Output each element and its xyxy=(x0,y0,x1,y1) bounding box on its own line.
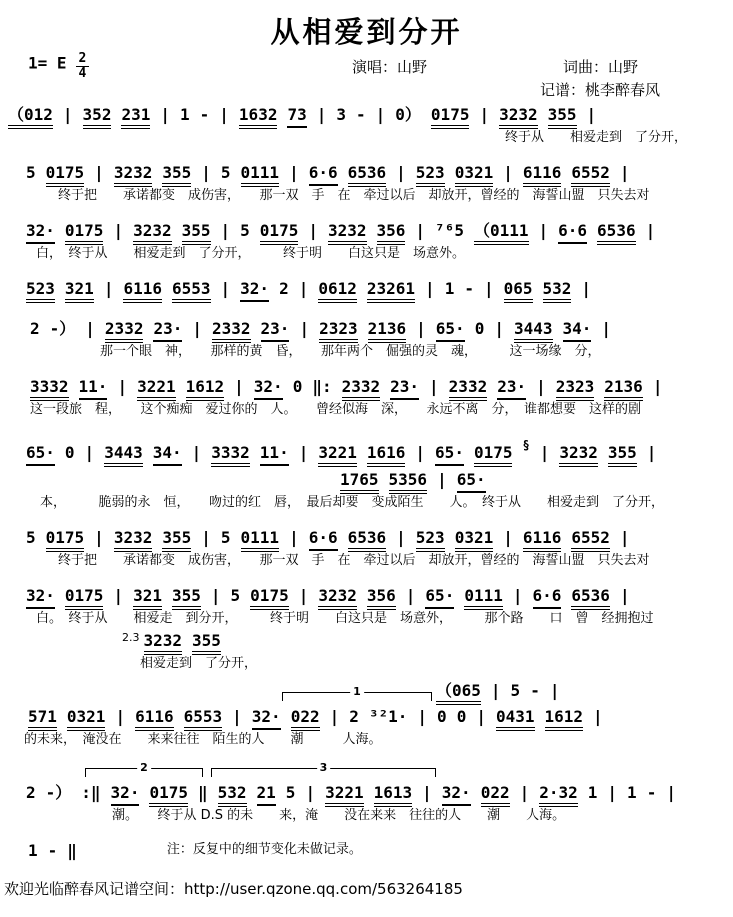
notation-line-7: 65· 0 | 3443 34· | 3332 11· | 3221 1616 | 65· 0175 § | 3232 355 | xyxy=(0,432,733,467)
sheet-music-page xyxy=(0,14,733,917)
music-line-6 xyxy=(0,374,733,419)
repeat-note: 注：反复中的细节变化未做记录。 xyxy=(166,842,362,857)
music-line-4 xyxy=(0,276,733,303)
music-line-10 xyxy=(0,681,733,749)
song-meta xyxy=(0,50,733,102)
music-line-3 xyxy=(0,218,733,263)
lyrics-line-8: 终于把 承诺都变 成伤害， 那一双 手 在 牵过以后 却放开，曾经的 海誓山盟 只失去对 xyxy=(58,553,650,568)
notation-line-1: （012 | 352 231 | 1 - | 1632 73 | 3 - | 0） 0175 | 3232 355 | xyxy=(0,102,733,129)
page-title: 从相爱到分开 xyxy=(270,15,463,49)
lyrics-line-5: 那一个眼 神， 那样的黄 昏， 那年两个 倔强的灵 魂， 这一场缘 分， xyxy=(100,344,601,359)
key-text: 1= E xyxy=(28,53,67,73)
music-line-1 xyxy=(0,102,733,147)
volta-bracket-2 xyxy=(85,761,203,777)
singer-credit: 演唱：山野 xyxy=(352,58,428,76)
music-line-12 xyxy=(0,838,733,864)
lyrics-line-10: 的未来， 淹没在 来来往往 陌生的人 潮 人海。 xyxy=(24,732,382,747)
notation-line-6: 3332 11· | 3221 1612 | 32· 0 ‖: 2332 23· | 2332 23· | 2323 2136 | xyxy=(0,374,733,401)
composer-credit: 词曲：山野 xyxy=(563,58,639,76)
volta-2-label: 2 xyxy=(137,761,151,774)
volta-2-3-row xyxy=(0,762,733,780)
lyrics-line-6: 这一段旅 程， 这个痴痴 爱过你的 人。 曾经似海 深， 永远不离 分， 谁都想要 这样的剧 xyxy=(30,402,642,417)
lyrics-line-1: 终于从 相爱走到 了分开， xyxy=(505,130,688,145)
notation-line-10: 571 0321 | 6116 6553 | 32· 022 | 2 ³²1· | 0 0 | 0431 1612 | xyxy=(0,704,733,731)
volta-3-label: 3 xyxy=(317,761,331,774)
footer-url: 欢迎光临醉春风记谱空间：http://user.qzone.qq.com/563264185 xyxy=(4,880,463,898)
pickup-notation: 3232 355 xyxy=(144,628,231,655)
meter-numerator: 2 xyxy=(76,52,90,67)
ossia-notation-line-7: 1765 5356 | 65· xyxy=(0,467,733,494)
volta-1-row xyxy=(282,681,733,704)
notation-line-4: 523 321 | 6116 6553 | 32· 2 | 0612 23261 | 1 - | 065 532 | xyxy=(0,276,733,303)
notation-line-11: 2 -） :‖ 32· 0175 ‖ 532 21 5 | 3221 1613 | 32· 022 | 2·32 1 | 1 - | xyxy=(0,780,733,807)
volta-1-label: 1 xyxy=(350,685,364,698)
notation-line-2: 5 0175 | 3232 355 | 5 0111 | 6·6 6536 | 523 0321 | 6116 6552 | xyxy=(0,160,733,187)
key-signature xyxy=(28,52,89,82)
volta-bracket-3 xyxy=(211,761,436,777)
music-line-8 xyxy=(0,525,733,570)
pickup-lyrics: 相爱走到 了分开， xyxy=(140,656,258,671)
ending-pickup-row xyxy=(122,628,733,655)
notation-line-5: 2 -） | 2332 23· | 2332 23· | 2323 2136 | 65· 0 | 3443 34· | xyxy=(0,316,733,343)
lyrics-line-3: 白， 终于从 相爱走到 了分开， 终于明 白这只是 场意外。 xyxy=(36,246,466,261)
lyrics-line-7: 本， 脆弱的永 恒， 吻过的红 唇， 最后却要 变成陌生 人。 终于从 相爱走到 了分开， xyxy=(40,495,665,510)
music-line-2 xyxy=(0,160,733,205)
music-line-5 xyxy=(0,316,733,361)
ending-label-2-3: 2.3 xyxy=(122,631,140,644)
notation-line-12: 1 - ‖ xyxy=(28,841,77,860)
notation-line-8: 5 0175 | 3232 355 | 5 0111 | 6·6 6536 | 523 0321 | 6116 6552 | xyxy=(0,525,733,552)
notation-line-9: 32· 0175 | 321 355 | 5 0175 | 3232 356 | 65· 0111 | 6·6 6536 | xyxy=(0,583,733,610)
transcriber-credit: 记谱：桃李醉春风 xyxy=(540,81,661,99)
music-line-7 xyxy=(0,432,733,512)
lyrics-line-2: 终于把 承诺都变 成伤害， 那一双 手 在 牵过以后 却放开，曾经的 海誓山盟 只失去对 xyxy=(58,188,650,203)
music-line-9 xyxy=(0,583,733,673)
volta-1-notation: （065 | 5 - | xyxy=(436,678,569,705)
lyrics-line-9: 白。 终于从 相爱走 到分开， 终于明 白这只是 场意外， 那个路 口 曾 经拥抱过 xyxy=(36,611,654,626)
notation-line-3: 32· 0175 | 3232 355 | 5 0175 | 3232 356 | ⁷⁶5 （0111 | 6·6 6536 | xyxy=(0,218,733,245)
lyrics-line-11: 潮。 终于从 D.S 的未 来，淹 没在来来 往往的人 潮 人海。 xyxy=(112,808,566,823)
meter-denominator: 4 xyxy=(78,66,87,82)
volta-bracket-1 xyxy=(282,685,432,701)
time-signature xyxy=(76,52,90,82)
music-line-11 xyxy=(0,762,733,825)
